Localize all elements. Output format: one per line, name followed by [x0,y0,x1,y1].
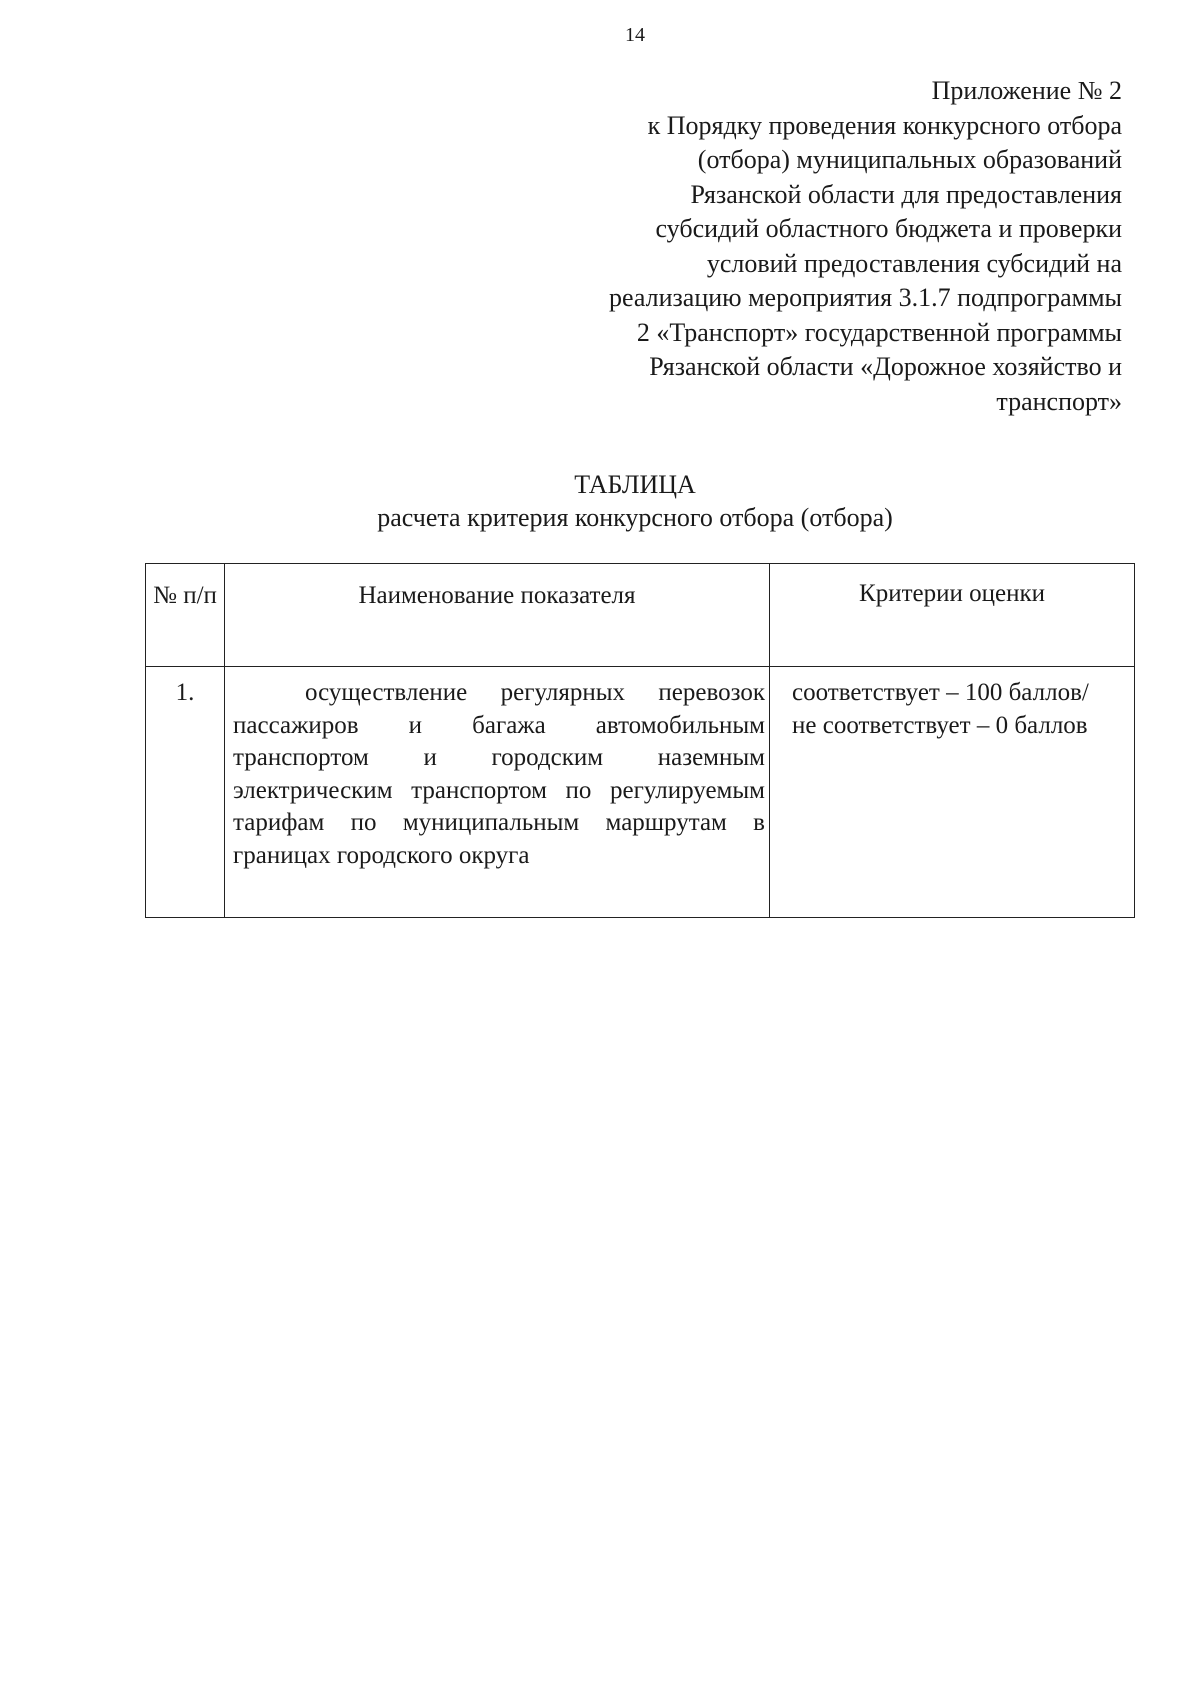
table-title: ТАБЛИЦА [574,470,696,499]
row-criteria-line: соответствует – 100 баллов/ [792,679,1089,706]
appendix-line: (отбора) муниципальных образований [697,145,1122,174]
appendix-line: транспорт» [996,386,1122,416]
appendix-line: реализацию мероприятия 3.1.7 подпрограммы [609,283,1122,312]
row-criteria-line: не соответствует – 0 баллов [792,711,1088,739]
table-header-row [146,564,1135,667]
row-criteria-cell [770,667,1135,918]
row-num: 1. [146,667,225,918]
header-name: Наименование показателя [225,564,770,667]
appendix-line: Приложение № 2 [931,76,1122,105]
page-number: 14 [625,24,645,46]
appendix-line: условий предоставления субсидий на [706,248,1122,278]
header-criteria: Критерии оценки [770,564,1135,667]
appendix-reference [422,74,1122,419]
table-row [146,667,1135,918]
appendix-line: к Порядку проведения конкурсного отбора [647,110,1122,140]
criteria-table [145,563,1135,918]
appendix-line: Рязанской области для предоставления [690,179,1122,209]
row-indicator-text: осуществление регулярных перевозок пассажиров и багажа автомобильным транспортом и городским наземным электрическим транспортом по регулируемым тарифам по муниципальным маршрутам в границах городского округа [233,679,765,869]
appendix-line: Рязанской области «Дорожное хозяйство и [649,352,1122,381]
table-heading [0,468,1200,534]
appendix-line: субсидий областного бюджета и проверки [655,214,1122,243]
appendix-line: 2 «Транспорт» государственной программы [636,317,1122,347]
header-num: № п/п [146,564,225,667]
table-subtitle: расчета критерия конкурсного отбора (отбора) [377,503,893,532]
row-indicator-cell [225,667,770,918]
